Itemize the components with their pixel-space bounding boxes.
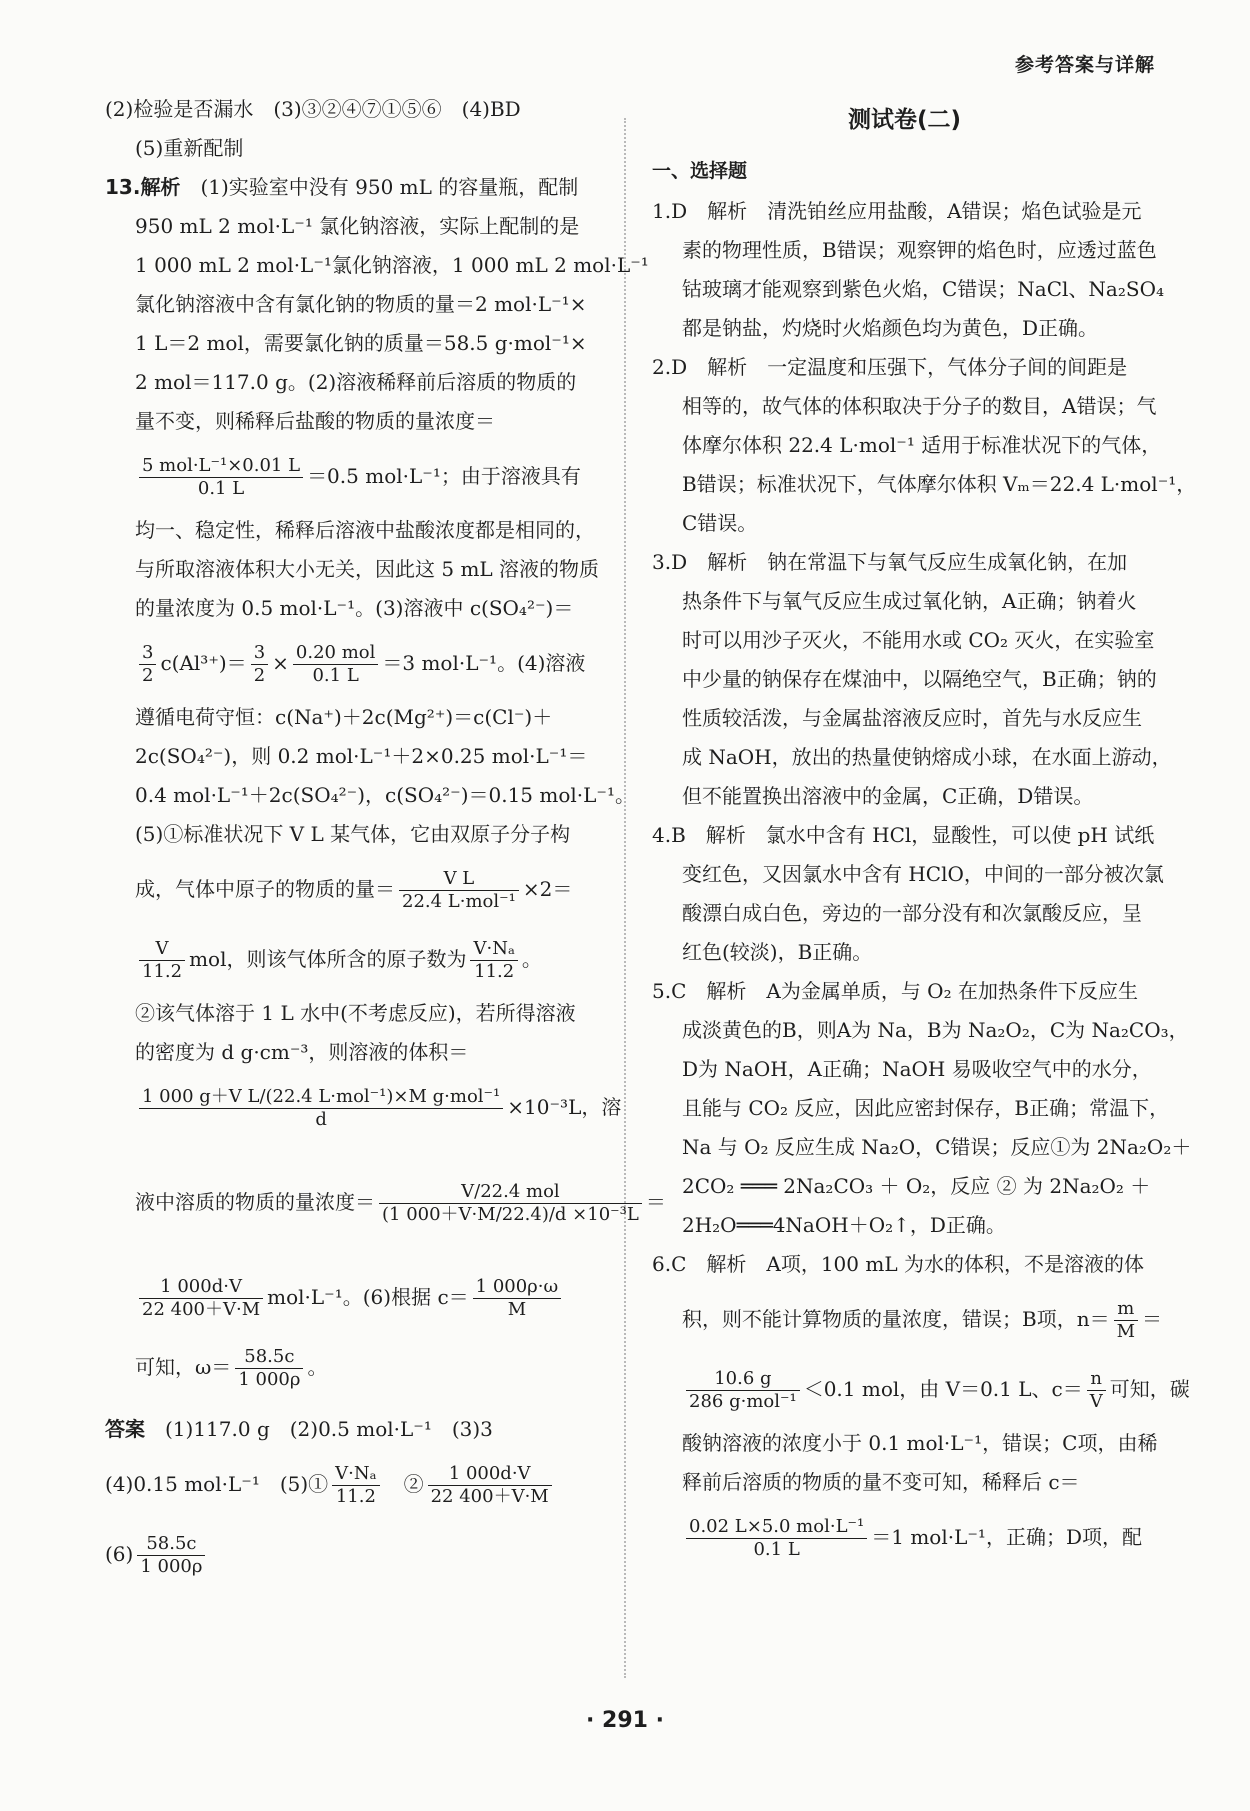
q13-line: 的密度为 d g·cm⁻³，则溶液的体积＝ [135, 1040, 469, 1064]
numerator: 3 [139, 642, 156, 665]
q1-line: 素的物理性质，B错误；观察钾的焰色时，应透过蓝色 [682, 238, 1157, 262]
fraction [139, 938, 185, 983]
text-span: ② [403, 1472, 424, 1496]
answer-line [105, 1449, 590, 1519]
text-span: mol·L⁻¹。(6)根据 c＝ [267, 1285, 469, 1309]
denominator: 22.4 L·mol⁻¹ [402, 891, 516, 912]
test-title: 测试卷(二) [847, 107, 962, 133]
q13-line [105, 854, 590, 924]
denominator: V [1089, 1391, 1103, 1412]
q5-line: 5.C 解析 A为金属单质，与 O₂ 在加热条件下反应生 [652, 979, 1138, 1003]
numerator: 3 [251, 642, 268, 665]
numerator: 5 mol·L⁻¹×0.01 L [139, 455, 303, 478]
text-span: ＝ [645, 1190, 666, 1214]
left-column [105, 90, 666, 1589]
q6-line: 释前后溶质的物质的量不变可知，稀释后 c＝ [682, 1470, 1080, 1494]
q13-line: 均一、稳定性，稀释后溶液中盐酸浓度都是相同的， [135, 518, 595, 542]
q13-line: 2 mol＝117.0 g。(2)溶液稀释前后溶质的物质的 [135, 370, 577, 394]
text-span: (6) [105, 1542, 134, 1566]
fraction [428, 1463, 552, 1508]
text-span: ×2＝ [522, 877, 573, 901]
text-span: 积，则不能计算物质的量浓度，错误；B项，n＝ [682, 1307, 1110, 1331]
fraction [470, 938, 517, 983]
text-span: 成，气体中原子的物质的量＝ [135, 877, 395, 901]
q2-line: 2.D 解析 一定温度和压强下，气体分子间的间距是 [652, 355, 1128, 379]
q4-line: 酸漂白成白色，旁边的一部分没有和次氯酸反应，呈 [682, 901, 1142, 925]
answer-line [105, 1410, 590, 1449]
q3-line: 成 NaOH，放出的热量使钠熔成小球，在水面上游动， [682, 745, 1172, 769]
numerator: V·Nₐ [470, 938, 517, 961]
q3-line: 3.D 解析 钠在常温下与氧气反应生成氧化钠，在加 [652, 550, 1128, 574]
q5-line: 2CO₂ ═══ 2Na₂CO₃ ＋ O₂，反应 ② 为 2Na₂O₂ ＋ [682, 1174, 1151, 1198]
fraction [139, 1086, 503, 1131]
numerator: 10.6 g [686, 1368, 800, 1391]
text-span: × [272, 651, 289, 675]
numerator: 1 000ρ·ω [473, 1276, 562, 1299]
q13-line: 的量浓度为 0.5 mol·L⁻¹。(3)溶液中 c(SO₄²⁻)＝ [135, 596, 574, 620]
numerator: 1 000d·V [139, 1276, 263, 1299]
text-span: 可知，ω＝ [135, 1355, 232, 1379]
q13-line [105, 1332, 590, 1402]
fraction [379, 1181, 642, 1226]
answer-line [105, 1519, 590, 1589]
numerator: V·Nₐ [332, 1463, 379, 1486]
question-number: 13. [105, 175, 141, 199]
numerator: n [1087, 1368, 1106, 1391]
q13-line: 量不变，则稀释后盐酸的物质的量浓度＝ [135, 409, 495, 433]
answer-line: (5)重新配制 [135, 136, 244, 160]
q5-line: D为 NaOH，A正确；NaOH 易吸收空气中的水分， [682, 1057, 1152, 1081]
numerator: 58.5c [137, 1533, 205, 1556]
q3-line: 时可以用沙子灭火，不能用水或 CO₂ 灭火，在实验室 [682, 628, 1155, 652]
q13-line [105, 924, 590, 994]
text-span: ×10⁻³L，溶 [507, 1095, 622, 1119]
numerator: V/22.4 mol [379, 1181, 642, 1204]
fraction [473, 1276, 562, 1321]
q13-line: 1 L＝2 mol，需要氯化钠的质量＝58.5 g·mol⁻¹× [135, 331, 587, 355]
q13-line [105, 441, 590, 511]
text-span: ＝1 mol·L⁻¹，正确；D项，配 [871, 1525, 1142, 1549]
text-span: (1)实验室中没有 950 mL 的容量瓶，配制 [200, 175, 579, 199]
fraction [332, 1463, 379, 1508]
q5-line: 2H₂O═══4NaOH＋O₂↑，D正确。 [682, 1213, 1006, 1237]
q1-line: 1.D 解析 清洗铂丝应用盐酸，A错误；焰色试验是元 [652, 199, 1142, 223]
q6-line: 酸钠溶液的浓度小于 0.1 mol·L⁻¹，错误；C项，由稀 [682, 1431, 1158, 1455]
q3-line: 性质较活泼，与金属盐溶液反应时，首先与水反应生 [682, 706, 1142, 730]
q13-line: 2c(SO₄²⁻)，则 0.2 mol·L⁻¹＋2×0.25 mol·L⁻¹＝ [135, 744, 588, 768]
text-span: 。 [521, 947, 542, 971]
denominator: 2 [253, 665, 266, 686]
numerator: 0.20 mol [293, 642, 378, 665]
denominator: M [507, 1299, 527, 1320]
denominator: 0.1 L [197, 478, 245, 499]
fraction [399, 868, 519, 913]
denominator: 11.2 [474, 961, 515, 982]
page-header-title: 参考答案与详解 [1014, 54, 1155, 76]
numerator: 58.5c [235, 1346, 303, 1369]
column-divider [624, 118, 626, 1678]
text-span: 可知，碳 [1109, 1377, 1190, 1401]
denominator: 22 400＋V·M [142, 1299, 261, 1320]
text-span: 。 [307, 1355, 328, 1379]
q6-line: 6.C 解析 A项，100 mL 为水的体积，不是溶液的体 [652, 1252, 1144, 1276]
page-number: · 291 · [586, 1708, 664, 1733]
denominator: 286 g·mol⁻¹ [689, 1391, 797, 1412]
q13-line: 0.4 mol·L⁻¹＋2c(SO₄²⁻)，c(SO₄²⁻)＝0.15 mol·L⁻¹。 [135, 783, 635, 807]
q2-line: 相等的，故气体的体积取决于分子的数目，A错误；气 [682, 394, 1157, 418]
q5-line: 且能与 CO₂ 反应，因此应密封保存，B正确；常温下， [682, 1096, 1170, 1120]
fraction [139, 1276, 263, 1321]
denominator: 0.1 L [753, 1539, 800, 1560]
q1-line: 钴玻璃才能观察到紫色火焰，C错误；NaCl、Na₂SO₄ [682, 277, 1164, 301]
analysis-tag: 解析 [140, 175, 181, 199]
text-span: ＝0.5 mol·L⁻¹；由于溶液具有 [307, 464, 581, 488]
denominator: 1 000ρ [140, 1556, 203, 1577]
fraction [1087, 1368, 1106, 1413]
q13-line: 1 000 mL 2 mol·L⁻¹氯化钠溶液，1 000 mL 2 mol·L⁻¹ [135, 253, 649, 277]
q5-line: Na 与 O₂ 反应生成 Na₂O，C错误；反应①为 2Na₂O₂＋ [682, 1135, 1192, 1159]
fraction [139, 642, 156, 687]
fraction [686, 1516, 867, 1561]
q13-line [105, 168, 590, 207]
q13-line [105, 1142, 666, 1262]
q13-line: 遵循电荷守恒：c(Na⁺)＋2c(Mg²⁺)＝c(Cl⁻)＋ [135, 705, 553, 729]
numerator: m [1114, 1298, 1138, 1321]
answer-tag: 答案 [105, 1417, 145, 1441]
q13-line: ②该气体溶于 1 L 水中(不考虑反应)，若所得溶液 [135, 1001, 576, 1025]
answer-line: (2)检验是否漏水 (3)③②④⑦①⑤⑥ (4)BD [105, 97, 521, 121]
q3-line: 但不能置换出溶液中的金属，C正确，D错误。 [682, 784, 1094, 808]
denominator: 1 000ρ [238, 1369, 301, 1390]
text-span: 液中溶质的物质的量浓度＝ [135, 1190, 375, 1214]
q6-line [652, 1502, 1157, 1572]
denominator: d [315, 1109, 327, 1130]
numerator: V [139, 938, 185, 961]
q6-line [652, 1284, 1163, 1354]
text-span: c(Al³⁺)＝ [160, 651, 247, 675]
q1-line: 都是钠盐，灼烧时火焰颜色均为黄色，D正确。 [682, 316, 1099, 340]
denominator: M [1116, 1321, 1136, 1342]
fraction [686, 1368, 800, 1413]
q13-line [105, 1072, 622, 1142]
q13-line: 与所取溶液体积大小无关，因此这 5 mL 溶液的物质 [135, 557, 600, 581]
fraction [137, 1533, 205, 1578]
q4-line: 4.B 解析 氯水中含有 HCl，显酸性，可以使 pH 试纸 [652, 823, 1155, 847]
text-span: ＝ [1142, 1307, 1163, 1331]
numerator: 0.02 L×5.0 mol·L⁻¹ [686, 1516, 867, 1539]
numerator: V L [399, 868, 519, 891]
text-span: mol，则该气体所含的原子数为 [189, 947, 467, 971]
denominator: (1 000＋V·M/22.4)/d ×10⁻³L [382, 1204, 639, 1225]
fraction [1114, 1298, 1138, 1343]
text-span: ＜0.1 mol，由 V＝0.1 L、c＝ [803, 1377, 1083, 1401]
fraction [293, 642, 378, 687]
text-span: (1)117.0 g (2)0.5 mol·L⁻¹ (3)3 [165, 1417, 493, 1441]
right-column [652, 90, 1197, 1572]
numerator: 1 000d·V [428, 1463, 552, 1486]
q13-line [105, 1262, 590, 1332]
q6-line [652, 1354, 1190, 1424]
q13-line: 950 mL 2 mol·L⁻¹ 氯化钠溶液，实际上配制的是 [135, 214, 580, 238]
q2-line: B错误；标准状况下，气体摩尔体积 Vₘ＝22.4 L·mol⁻¹， [682, 472, 1197, 496]
q13-line [105, 628, 590, 698]
text-span: ＝3 mol·L⁻¹。(4)溶液 [382, 651, 586, 675]
q3-line: 中少量的钠保存在煤油中，以隔绝空气，B正确；钠的 [682, 667, 1157, 691]
denominator: 11.2 [142, 961, 183, 982]
text-span: (4)0.15 mol·L⁻¹ (5)① [105, 1472, 329, 1496]
denominator: 11.2 [335, 1486, 376, 1507]
q13-line: (5)①标准状况下 V L 某气体，它由双原子分子构 [135, 822, 571, 846]
denominator: 22 400＋V·M [430, 1486, 549, 1507]
denominator: 0.1 L [312, 665, 359, 686]
q3-line: 热条件下与氧气反应生成过氧化钠，A正确；钠着火 [682, 589, 1137, 613]
numerator: 1 000 g＋V L/(22.4 L·mol⁻¹)×M g·mol⁻¹ [139, 1086, 503, 1109]
q2-line: 体摩尔体积 22.4 L·mol⁻¹ 适用于标准状况下的气体， [682, 433, 1162, 457]
denominator: 2 [142, 665, 154, 686]
q5-line: 成淡黄色的B，则A为 Na，B为 Na₂O₂，C为 Na₂CO₃， [682, 1018, 1189, 1042]
q4-line: 变红色，又因氯水中含有 HClO，中间的一部分被次氯 [682, 862, 1164, 886]
q13-line: 氯化钠溶液中含有氯化钠的物质的量＝2 mol·L⁻¹× [135, 292, 587, 316]
q4-line: 红色(较淡)，B正确。 [682, 940, 873, 964]
section-heading: 一、选择题 [652, 160, 748, 182]
fraction [235, 1346, 303, 1391]
fraction [251, 642, 268, 687]
fraction [139, 455, 303, 500]
q2-line: C错误。 [682, 511, 758, 535]
